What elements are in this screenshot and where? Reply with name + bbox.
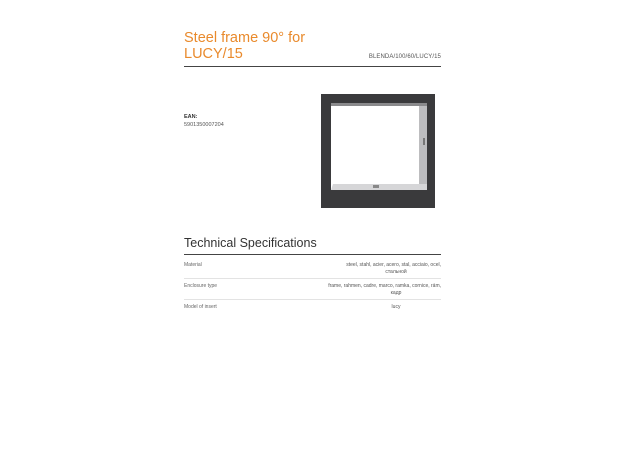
frame-lip-top — [331, 103, 427, 106]
spec-value — [271, 304, 441, 311]
spec-value-line1: steel, stahl, acier, acero, stal, acciaio, ocel, — [346, 262, 441, 268]
spec-value-line2: стальной — [385, 269, 407, 275]
spec-row-enclosure-type — [184, 279, 441, 300]
frame-clip-side — [423, 138, 425, 145]
ean-label: EAN: — [184, 114, 198, 120]
product-code: BLENDA/100/60/LUCY/15 — [368, 54, 441, 60]
ean-value: 5901350007204 — [184, 122, 224, 128]
frame-opening — [331, 103, 427, 190]
product-title: Steel frame 90° for LUCY/15 — [184, 30, 306, 62]
spec-row-model-of-insert — [184, 300, 441, 313]
spec-value-line1: lucy — [391, 304, 401, 310]
frame-side-right — [419, 103, 427, 190]
spec-value — [271, 262, 441, 276]
spec-value — [271, 283, 441, 297]
spec-value-line1: frame, rahmen, cadre, marco, ramka, cornice, rám, — [328, 283, 441, 289]
spec-key: Material — [184, 262, 202, 268]
product-image — [319, 92, 437, 210]
specs-table — [184, 258, 441, 313]
spec-row-material — [184, 258, 441, 279]
frame-clip — [373, 185, 379, 188]
spec-value-line2: кадр — [390, 290, 402, 296]
spec-key: Enclosure type — [184, 283, 218, 289]
steel-frame-illustration — [319, 92, 437, 210]
specs-divider — [184, 254, 441, 255]
header-divider — [184, 66, 441, 67]
specs-title: Technical Specifications — [184, 236, 317, 250]
spec-key: Model of insert — [184, 304, 217, 310]
